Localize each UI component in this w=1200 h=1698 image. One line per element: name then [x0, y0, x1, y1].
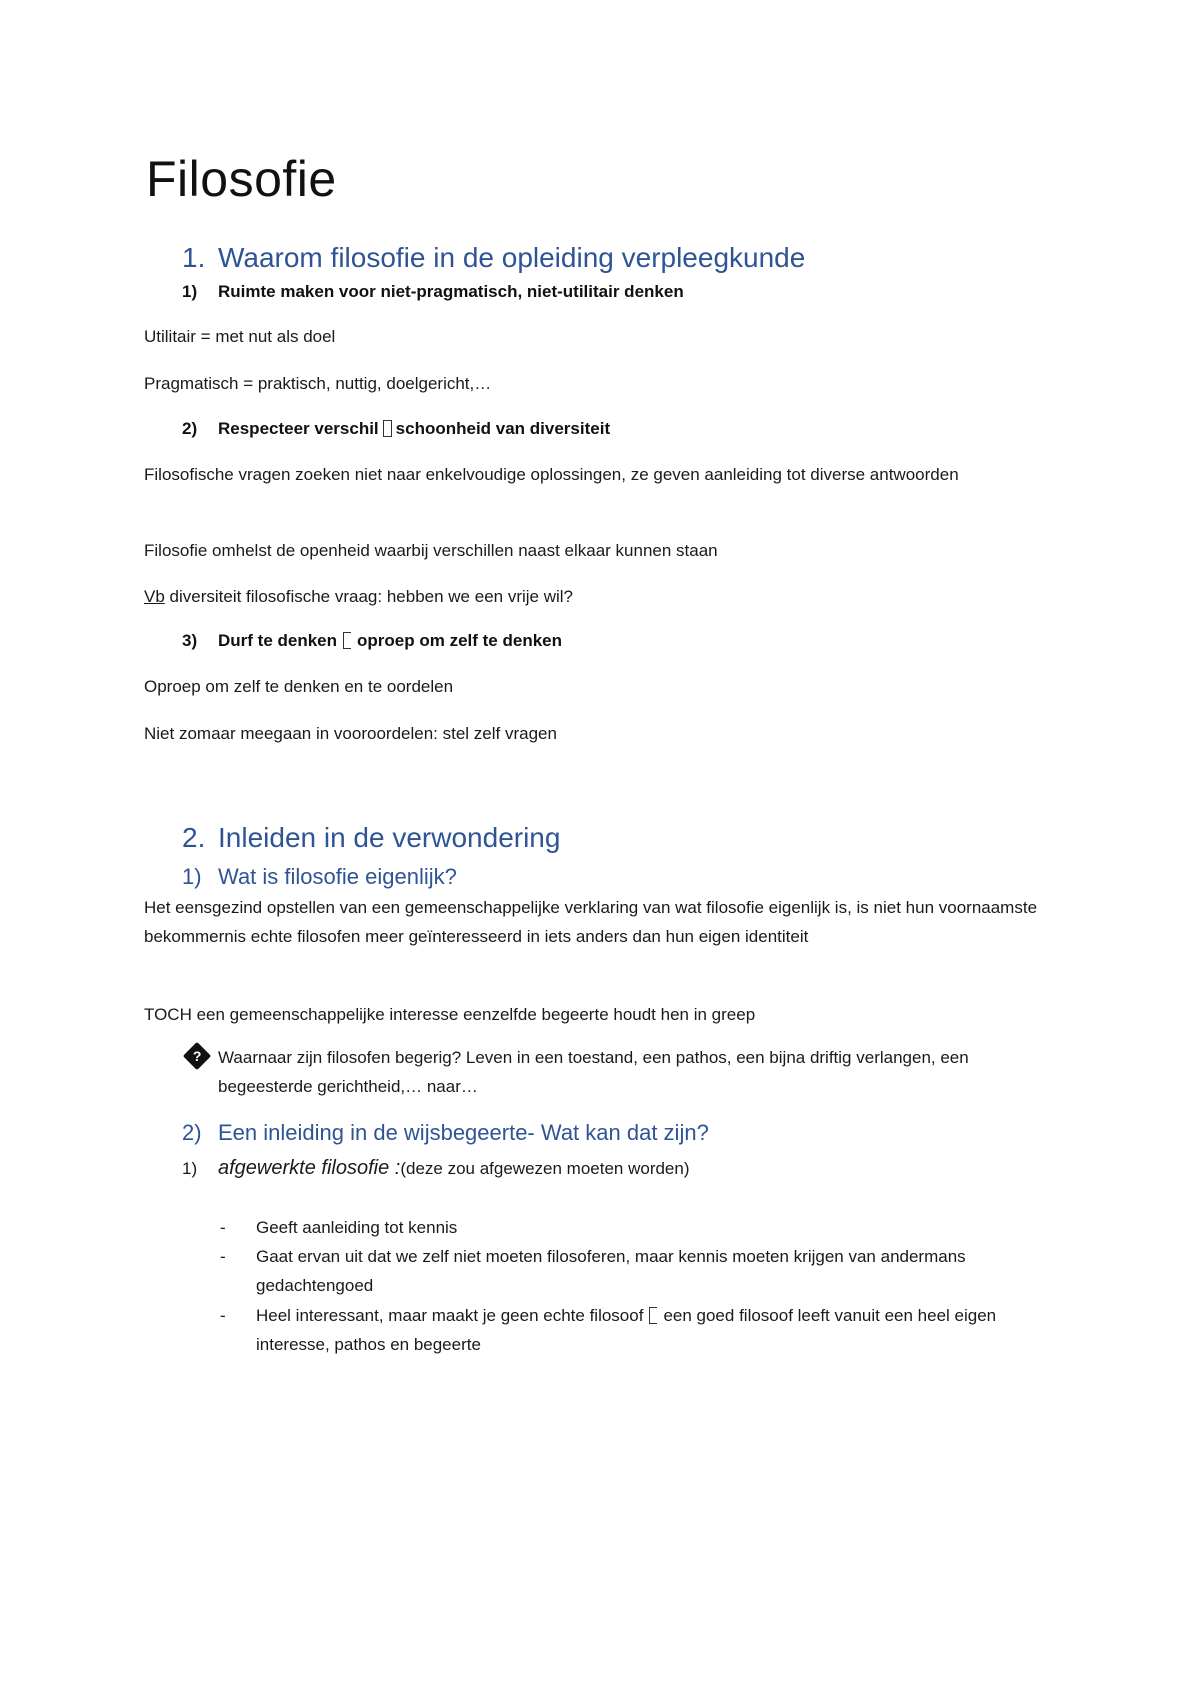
dash-item-1: [220, 1213, 457, 1242]
subheading-text-a: Respecteer verschil: [218, 419, 379, 438]
dash-item-2: [220, 1242, 256, 1271]
paragraph-toch: TOCH een gemeenschappelijke interesse eenzelfde begeerte houdt hen in greep: [144, 1005, 756, 1024]
subheading-text-b: schoonheid van diversiteit: [395, 419, 611, 438]
dash-text-3b: een goed filosoof leeft vanuit een heel eigen interesse, pathos en begeerte: [256, 1306, 997, 1354]
subheading-1: [182, 282, 684, 302]
numbered-item-afgewerkte: [182, 1154, 690, 1183]
dash-marker: -: [220, 1218, 226, 1237]
paragraph-eensgezind: Het eensgezind opstellen van een gemeenschappelijke verklaring van wat filosofie eigenlijk is, is niet hun voornaamste bekommernis echte filosofen meer geïnteresseerd in iets anders dan hun eigen identiteit: [144, 898, 1038, 946]
section-1-heading: [182, 242, 805, 274]
dash-text-2: Gaat ervan uit dat we zelf niet moeten filosoferen, maar kennis moeten krijgen van andermans gedachtengoed: [256, 1247, 966, 1295]
vb-label: Vb: [144, 587, 165, 606]
list-number: 1): [182, 282, 198, 301]
bullet-diamond-icon: ?: [187, 1046, 207, 1066]
dash-text-3a: Heel interessant, maar maakt je geen echte filosoof: [256, 1306, 644, 1325]
list-number: 2): [182, 1120, 202, 1145]
subsection-heading-1: [182, 864, 457, 890]
subsection-title: Wat is filosofie eigenlijk?: [218, 864, 457, 889]
paragraph-vb: [144, 582, 573, 611]
subheading-3: [182, 631, 562, 651]
paragraph-utilitair: Utilitair = met nut als doel: [144, 327, 336, 346]
section-title: Inleiden in de verwondering: [218, 822, 561, 853]
section-title: Waarom filosofie in de opleiding verpleegkunde: [218, 242, 806, 273]
missing-glyph-icon: [343, 632, 351, 649]
dash-marker: -: [220, 1306, 226, 1325]
subheading-text: Ruimte maken voor niet-pragmatisch, niet-utilitair denken: [218, 282, 684, 301]
dash-item-3: [220, 1301, 256, 1330]
subsection-title: Een inleiding in de wijsbegeerte- Wat kan dat zijn?: [218, 1120, 709, 1145]
list-number: 1): [182, 864, 202, 889]
section-2-heading: [182, 822, 560, 854]
dash-marker: -: [220, 1247, 226, 1266]
section-number: 1.: [182, 242, 206, 273]
paragraph-pragmatisch: Pragmatisch = praktisch, nuttig, doelgericht,…: [144, 374, 492, 393]
subsection-heading-2: [182, 1120, 709, 1146]
list-number: 2): [182, 419, 198, 438]
subheading-text-b: oproep om zelf te denken: [357, 631, 563, 650]
vb-text: diversiteit filosofische vraag: hebben we een vrije wil?: [164, 587, 574, 606]
item-label-italic: afgewerkte filosofie :: [218, 1157, 401, 1179]
list-number: 3): [182, 631, 198, 650]
missing-glyph-icon: [383, 420, 392, 437]
dash-text-3: [256, 1301, 1066, 1359]
item-label-rest: (deze zou afgewezen moeten worden): [400, 1159, 690, 1178]
subheading-text-a: Durf te denken: [218, 631, 338, 650]
document-title: Filosofie: [146, 151, 337, 207]
paragraph-openheid: Filosofie omhelst de openheid waarbij verschillen naast elkaar kunnen staan: [144, 541, 718, 560]
paragraph-vooroordelen: Niet zomaar meegaan in vooroordelen: stel zelf vragen: [144, 724, 557, 743]
dash-text: Geeft aanleiding tot kennis: [256, 1218, 458, 1237]
paragraph-filosofische-vragen: Filosofische vragen zoeken niet naar enkelvoudige oplossingen, ze geven aanleiding tot diverse antwoorden: [144, 465, 959, 484]
missing-glyph-icon: [649, 1307, 657, 1324]
bullet-waarnaar: Waarnaar zijn filosofen begerig? Leven in een toestand, een pathos, een bijna driftig verlangen, een begeesterde gerichtheid,… naar…: [218, 1048, 969, 1096]
subheading-2: [182, 419, 610, 439]
list-number: 1): [182, 1159, 198, 1178]
section-number: 2.: [182, 822, 206, 853]
paragraph-oproep: Oproep om zelf te denken en te oordelen: [144, 677, 454, 696]
